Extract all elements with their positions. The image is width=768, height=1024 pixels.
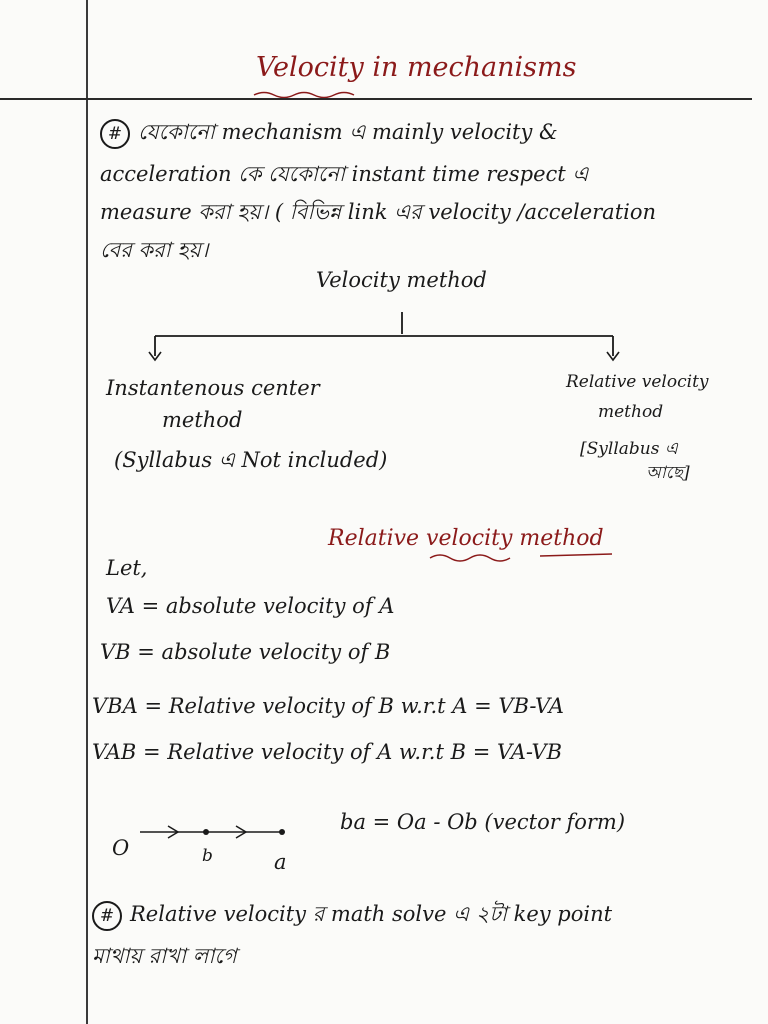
note1-line3: measure করা হয়। ( বিভিন্ন link এর velocity /acceleration — [100, 200, 657, 224]
note1-line2: acceleration কে যেকোনো instant time respect এ — [100, 162, 589, 186]
right-branch-note-2: আছে] — [646, 463, 690, 483]
right-branch-note-1: [Syllabus এ — [580, 439, 678, 459]
left-branch-note: (Syllabus এ Not included) — [114, 448, 388, 472]
header-rule — [0, 98, 752, 100]
page-title: Velocity in mechanisms — [256, 52, 577, 83]
margin-line — [86, 0, 88, 1024]
def-va: VA = absolute velocity of A — [106, 594, 395, 618]
section-title: Relative velocity method — [328, 526, 604, 551]
right-branch-title: Relative velocity — [566, 372, 709, 392]
hash-marker: # — [92, 901, 122, 931]
note1-line1: # যেকোনো mechanism এ mainly velocity & — [100, 116, 558, 151]
note1-line4: বের করা হয়। — [100, 238, 209, 262]
point-b: b — [202, 846, 213, 866]
def-vba: VBA = Relative velocity of B w.r.t A = VB-VA — [92, 694, 564, 718]
let-label: Let, — [106, 556, 148, 580]
point-o: O — [112, 836, 130, 860]
title-underline — [252, 90, 542, 98]
right-branch-method: method — [598, 402, 664, 422]
note2-line1: # Relative velocity র math solve এ ২টা key point — [92, 898, 612, 933]
note2-line2: মাথায় রাখা লাগে — [92, 944, 237, 968]
hash-marker: # — [100, 119, 130, 149]
left-branch-method: method — [162, 408, 243, 432]
def-vb: VB = absolute velocity of B — [100, 640, 391, 664]
vector-equation: ba = Oa - Ob (vector form) — [340, 810, 626, 834]
point-a: a — [274, 850, 287, 874]
diagram-root: Velocity method — [316, 268, 487, 292]
def-vab: VAB = Relative velocity of A w.r.t B = VA-VB — [92, 740, 563, 764]
left-branch-title: Instantenous center — [106, 376, 320, 400]
